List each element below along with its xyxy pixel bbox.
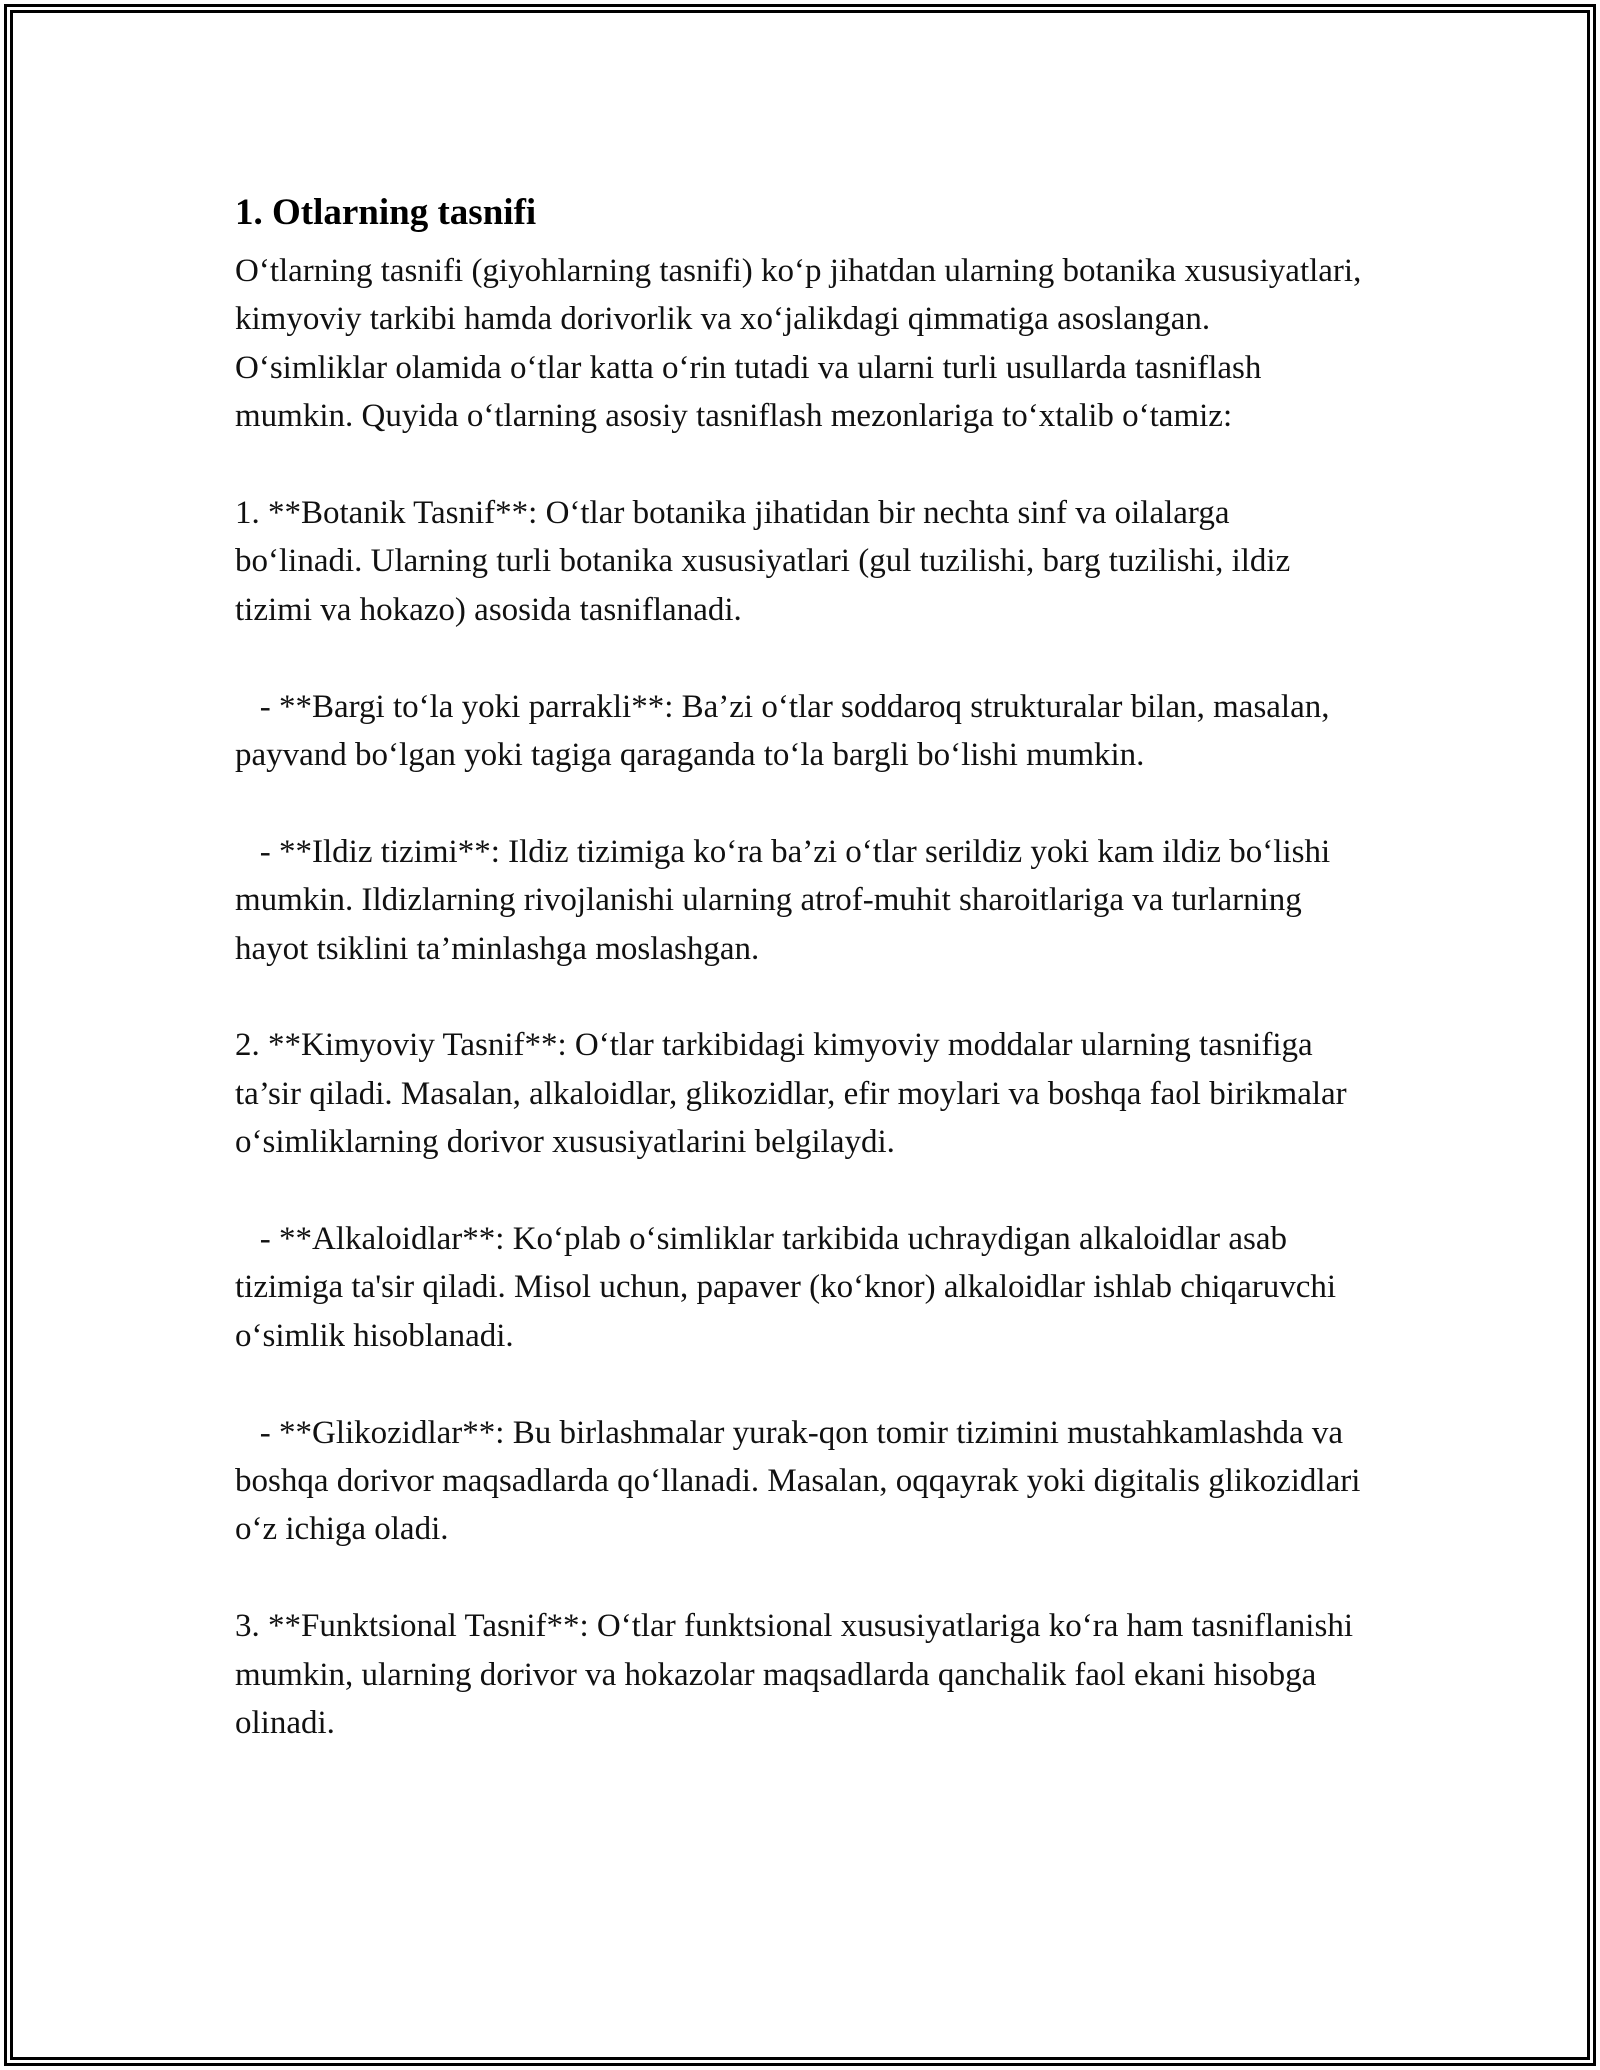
- botanical-classification-paragraph: 1. **Botanik Tasnif**: O‘tlar botanika jihatidan bir nechta sinf va oilalarga bo‘linadi. Ularning turli botanika xususiyatlari (gul tuzilishi, barg tuzilishi, ildiz tizimi va hokazo) asosida tasniflanadi.: [235, 495, 1299, 628]
- intro-paragraph: O‘tlarning tasnifi (giyohlarning tasnifi) ko‘p jihatdan ularning botanika xususiyatlari, kimyoviy tarkibi hamda dorivorlik va xo‘jalikdagi qimmatiga asoslangan. O‘simliklar olamida o‘tlar katta o‘rin tutadi va ularni turli usullarda tasniflash mumkin. Quyida o‘tlarning asosiy tasniflash mezonlariga to‘xtalib o‘tamiz:: [235, 253, 1370, 435]
- leaf-structure-subitem: - **Bargi to‘la yoki parrakli**: Ba’zi o‘tlar soddaroq strukturalar bilan, masalan, payvand bo‘lgan yoki tagiga qaraganda to‘la bargli bo‘lishi mumkin.: [235, 688, 1338, 774]
- chemical-classification-paragraph: 2. **Kimyoviy Tasnif**: O‘tlar tarkibidagi kimyoviy moddalar ularning tasnifiga ta’sir qiladi. Masalan, alkaloidlar, glikozidlar, efir moylari va boshqa faol birikmalar o‘simliklarning dorivor xususiyatlarini belgilaydi.: [235, 1027, 1355, 1161]
- document-body: [235, 187, 1370, 1747]
- alkaloids-subitem: - **Alkaloidlar**: Ko‘plab o‘simliklar tarkibida uchraydigan alkaloidlar asab tizimiga ta'sir qiladi. Misol uchun, papaver (ko‘knor) alkaloidlar ishlab chiqaruvchi o‘simlik hisoblanadi.: [235, 1221, 1345, 1354]
- root-system-subitem: - **Ildiz tizimi**: Ildiz tizimiga ko‘ra ba’zi o‘tlar serildiz yoki kam ildiz bo‘lishi mumkin. Ildizlarning rivojlanishi ularning atrof-muhit sharoitlariga va turlarning hayot tsiklini ta’minlashga moslashgan.: [235, 833, 1339, 967]
- functional-classification-paragraph: 3. **Funktsional Tasnif**: O‘tlar funktsional xususiyatlariga ko‘ra ham tasniflanishi mumkin, ularning dorivor va hokazolar maqsadlarda qanchalik faol ekani hisobga olinadi.: [235, 1608, 1362, 1742]
- document-title: 1. Otlarning tasnifi: [235, 192, 537, 233]
- glycosides-subitem: - **Glikozidlar**: Bu birlashmalar yurak-qon tomir tizimini mustahkamlashda va boshqa dorivor maqsadlarda qo‘llanadi. Masalan, oqqayrak yoki digitalis glikozidlari o‘z ichiga oladi.: [235, 1414, 1369, 1548]
